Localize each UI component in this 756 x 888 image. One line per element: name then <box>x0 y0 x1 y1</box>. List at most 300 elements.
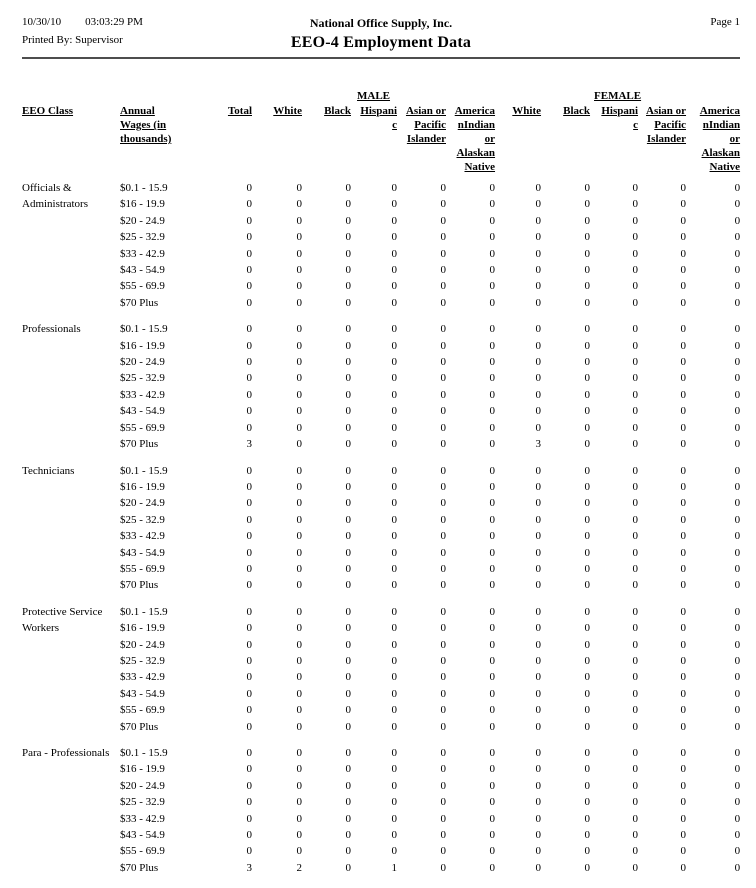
wage-band-cell: $16 - 19.9 <box>120 339 165 352</box>
value-cell: 0 <box>391 372 397 385</box>
value-cell: 0 <box>535 654 542 667</box>
wage-band-cell: $20 - 24.9 <box>120 356 165 369</box>
value-cell: 0 <box>440 513 446 526</box>
value-cell: 0 <box>734 747 741 759</box>
value-cell: 0 <box>680 687 687 700</box>
eeo-group-para-professionals <box>22 735 740 876</box>
value-cell: 0 <box>246 687 252 700</box>
value-cell: 0 <box>246 638 252 651</box>
wage-band-cell: $0.1 - 15.9 <box>120 323 168 336</box>
value-cell: 0 <box>680 720 687 733</box>
value-cell: 0 <box>632 264 639 277</box>
value-cell: 0 <box>734 247 741 260</box>
wage-band-cell: $0.1 - 15.9 <box>120 182 168 194</box>
female-group-header <box>495 89 740 104</box>
value-cell: 0 <box>440 231 446 244</box>
value-cell: 0 <box>440 622 446 635</box>
value-cell: 0 <box>680 388 687 401</box>
value-cell: 0 <box>246 720 252 733</box>
value-cell: 0 <box>535 497 542 510</box>
value-cell: 0 <box>734 829 741 842</box>
value-cell: 0 <box>535 480 542 493</box>
value-cell: 0 <box>345 264 351 277</box>
value-cell: 0 <box>680 438 687 451</box>
value-cell: 0 <box>391 579 397 592</box>
value-cell: 0 <box>440 296 446 309</box>
value-cell: 0 <box>391 812 397 825</box>
value-cell: 0 <box>489 388 496 401</box>
value-cell: 0 <box>246 497 252 510</box>
wage-band-cell: $0.1 - 15.9 <box>120 464 168 477</box>
value-cell: 0 <box>296 845 302 858</box>
value-cell: 0 <box>489 829 496 842</box>
value-cell: 0 <box>296 562 302 575</box>
value-cell: 0 <box>246 579 252 592</box>
value-cell: 0 <box>489 530 496 543</box>
value-cell: 0 <box>345 480 351 493</box>
value-cell: 0 <box>680 296 687 309</box>
wage-band-cell: $25 - 32.9 <box>120 231 165 244</box>
table-row <box>22 213 740 229</box>
table-row <box>22 453 740 479</box>
print-time: 03:03:29 PM <box>85 16 143 28</box>
value-cell: 0 <box>246 654 252 667</box>
value-cell: 0 <box>391 829 397 842</box>
value-cell: 0 <box>246 264 252 277</box>
col-header-white-female: White <box>512 105 542 117</box>
wage-band-cell: $25 - 32.9 <box>120 654 165 667</box>
value-cell: 0 <box>345 562 351 575</box>
value-cell: 0 <box>680 339 687 352</box>
value-cell: 0 <box>296 280 302 293</box>
value-cell: 0 <box>632 231 639 244</box>
value-cell: 0 <box>391 231 397 244</box>
value-cell: 0 <box>440 388 446 401</box>
value-cell: 0 <box>734 280 741 293</box>
wage-band-cell: $0.1 - 15.9 <box>120 605 168 618</box>
value-cell: 0 <box>584 763 591 776</box>
value-cell: 0 <box>489 405 496 418</box>
value-cell: 0 <box>734 546 741 559</box>
table-row <box>22 495 740 511</box>
table-row <box>22 561 740 577</box>
value-cell: 0 <box>391 562 397 575</box>
value-cell: 0 <box>584 356 591 369</box>
eeo4-table <box>22 89 740 876</box>
value-cell: 0 <box>584 464 591 477</box>
value-cell: 0 <box>391 247 397 260</box>
value-cell: 0 <box>345 796 351 809</box>
value-cell: 0 <box>345 280 351 293</box>
value-cell: 0 <box>584 296 591 309</box>
value-cell: 0 <box>632 421 639 434</box>
value-cell: 0 <box>345 845 351 858</box>
value-cell: 0 <box>734 214 741 227</box>
value-cell: 0 <box>734 339 741 352</box>
value-cell: 0 <box>246 796 252 809</box>
value-cell: 0 <box>632 622 639 635</box>
value-cell: 0 <box>680 247 687 260</box>
value-cell: 0 <box>391 388 397 401</box>
table-row <box>22 354 740 370</box>
company-name: National Office Supply, Inc. <box>309 16 453 30</box>
value-cell: 0 <box>489 687 496 700</box>
value-cell: 0 <box>345 231 351 244</box>
value-cell: 0 <box>535 747 542 759</box>
wage-band-cell: $25 - 32.9 <box>120 796 165 809</box>
value-cell: 0 <box>632 812 639 825</box>
wage-band-cell: $70 Plus <box>120 579 159 592</box>
value-cell: 0 <box>391 339 397 352</box>
value-cell: 0 <box>734 638 741 651</box>
value-cell: 0 <box>489 861 496 874</box>
value-cell: 0 <box>345 464 351 477</box>
value-cell: 0 <box>584 747 591 759</box>
eeo-group-professionals <box>22 311 740 452</box>
value-cell: 0 <box>680 231 687 244</box>
table-row <box>22 794 740 810</box>
value-cell: 0 <box>535 687 542 700</box>
wage-band-cell: $33 - 42.9 <box>120 388 165 401</box>
wage-band-cell: $20 - 24.9 <box>120 214 165 227</box>
page-number: Page 1 <box>710 16 740 28</box>
value-cell: 0 <box>584 845 591 858</box>
value-cell: 0 <box>296 198 302 211</box>
value-cell: 0 <box>391 671 397 684</box>
value-cell: 0 <box>584 622 591 635</box>
table-row <box>22 387 740 403</box>
col-header-annual-wages: Annual Wages (in thousands) <box>120 105 172 145</box>
value-cell: 0 <box>489 654 496 667</box>
value-cell: 0 <box>632 323 639 336</box>
value-cell: 0 <box>440 579 446 592</box>
value-cell: 0 <box>391 654 397 667</box>
printed-by <box>22 34 207 46</box>
value-cell: 0 <box>345 530 351 543</box>
value-cell: 0 <box>345 546 351 559</box>
value-cell: 0 <box>535 247 542 260</box>
value-cell: 0 <box>489 356 496 369</box>
value-cell: 0 <box>632 546 639 559</box>
table-row <box>22 295 740 311</box>
value-cell: 0 <box>535 812 542 825</box>
value-cell: 0 <box>535 182 542 194</box>
value-cell: 0 <box>535 372 542 385</box>
value-cell: 0 <box>489 464 496 477</box>
wage-band-cell: $25 - 32.9 <box>120 513 165 526</box>
report-title: EEO-4 Employment Data <box>290 34 472 51</box>
value-cell: 0 <box>489 438 496 451</box>
value-cell: 0 <box>345 704 351 717</box>
value-cell: 0 <box>734 845 741 858</box>
value-cell: 3 <box>246 861 252 874</box>
wage-band-cell: $33 - 42.9 <box>120 671 165 684</box>
value-cell: 0 <box>632 247 639 260</box>
value-cell: 0 <box>296 671 302 684</box>
table-row <box>22 512 740 528</box>
value-cell: 0 <box>296 747 302 759</box>
wage-band-cell: $70 Plus <box>120 296 159 309</box>
value-cell: 0 <box>734 296 741 309</box>
value-cell: 0 <box>584 687 591 700</box>
value-cell: 0 <box>632 720 639 733</box>
eeo-group-protective-service-workers <box>22 594 740 735</box>
value-cell: 0 <box>489 214 496 227</box>
value-cell: 0 <box>296 247 302 260</box>
value-cell: 0 <box>734 562 741 575</box>
value-cell: 0 <box>535 638 542 651</box>
value-cell: 0 <box>391 497 397 510</box>
wage-band-cell: $0.1 - 15.9 <box>120 747 168 759</box>
value-cell: 0 <box>734 671 741 684</box>
value-cell: 0 <box>440 796 446 809</box>
value-cell: 0 <box>680 372 687 385</box>
value-cell: 0 <box>584 704 591 717</box>
wage-band-cell: $55 - 69.9 <box>120 421 165 434</box>
value-cell: 0 <box>296 704 302 717</box>
male-group-header <box>252 89 495 104</box>
value-cell: 0 <box>296 779 302 792</box>
print-datetime <box>22 16 207 28</box>
value-cell: 0 <box>584 323 591 336</box>
value-cell: 0 <box>440 480 446 493</box>
value-cell: 0 <box>440 763 446 776</box>
value-cell: 0 <box>391 546 397 559</box>
eeo-class-cell: Protective Service Workers <box>22 605 103 635</box>
value-cell: 0 <box>296 763 302 776</box>
value-cell: 0 <box>345 747 351 759</box>
value-cell: 0 <box>345 638 351 651</box>
value-cell: 0 <box>246 182 252 194</box>
value-cell: 0 <box>246 247 252 260</box>
table-row <box>22 735 740 761</box>
value-cell: 0 <box>632 579 639 592</box>
value-cell: 0 <box>440 247 446 260</box>
value-cell: 0 <box>391 296 397 309</box>
value-cell: 0 <box>440 464 446 477</box>
value-cell: 0 <box>680 829 687 842</box>
value-cell: 0 <box>680 264 687 277</box>
value-cell: 0 <box>680 796 687 809</box>
value-cell: 0 <box>489 546 496 559</box>
value-cell: 0 <box>345 720 351 733</box>
value-cell: 0 <box>734 605 741 618</box>
eeo-class-cell: Professionals <box>22 323 81 336</box>
value-cell: 0 <box>584 779 591 792</box>
table-row <box>22 620 740 636</box>
value-cell: 0 <box>345 605 351 618</box>
value-cell: 0 <box>345 214 351 227</box>
value-cell: 0 <box>632 513 639 526</box>
value-cell: 0 <box>584 720 591 733</box>
value-cell: 0 <box>734 356 741 369</box>
value-cell: 0 <box>345 405 351 418</box>
value-cell: 0 <box>535 829 542 842</box>
value-cell: 0 <box>584 530 591 543</box>
value-cell: 0 <box>440 747 446 759</box>
value-cell: 0 <box>535 845 542 858</box>
col-header-total: Total <box>227 105 252 117</box>
value-cell: 0 <box>535 464 542 477</box>
value-cell: 0 <box>680 704 687 717</box>
table-row <box>22 479 740 495</box>
value-cell: 0 <box>391 438 397 451</box>
value-cell: 0 <box>440 421 446 434</box>
value-cell: 0 <box>584 513 591 526</box>
value-cell: 0 <box>246 812 252 825</box>
value-cell: 0 <box>680 812 687 825</box>
value-cell: 0 <box>584 654 591 667</box>
eeo-class-cell: Officials & Administrators <box>22 182 88 211</box>
value-cell: 0 <box>296 812 302 825</box>
printed-by-value: Supervisor <box>75 34 123 46</box>
value-cell: 0 <box>632 388 639 401</box>
table-row <box>22 686 740 702</box>
value-cell: 0 <box>489 763 496 776</box>
value-cell: 0 <box>535 339 542 352</box>
column-header-row <box>22 104 740 174</box>
value-cell: 0 <box>296 231 302 244</box>
value-cell: 0 <box>391 198 397 211</box>
value-cell: 0 <box>584 605 591 618</box>
value-cell: 0 <box>345 671 351 684</box>
value-cell: 0 <box>440 861 446 874</box>
table-row <box>22 229 740 245</box>
value-cell: 0 <box>246 671 252 684</box>
value-cell: 0 <box>296 438 302 451</box>
wage-band-cell: $55 - 69.9 <box>120 845 165 858</box>
col-header-eeo-class: EEO Class <box>22 105 74 117</box>
value-cell: 0 <box>584 861 591 874</box>
value-cell: 0 <box>440 323 446 336</box>
value-cell: 0 <box>296 829 302 842</box>
value-cell: 0 <box>680 464 687 477</box>
value-cell: 0 <box>584 480 591 493</box>
eeo-group-officials-administrators <box>22 174 740 311</box>
value-cell: 0 <box>535 280 542 293</box>
value-cell: 0 <box>632 480 639 493</box>
table-row <box>22 761 740 777</box>
printed-by-label: Printed By: <box>22 34 73 46</box>
value-cell: 0 <box>440 372 446 385</box>
value-cell: 0 <box>296 214 302 227</box>
header-spacer <box>22 89 252 104</box>
table-row <box>22 577 740 593</box>
value-cell: 0 <box>632 405 639 418</box>
value-cell: 0 <box>489 779 496 792</box>
value-cell: 0 <box>440 546 446 559</box>
value-cell: 0 <box>680 671 687 684</box>
value-cell: 0 <box>345 687 351 700</box>
value-cell: 0 <box>489 638 496 651</box>
header-left <box>22 16 207 46</box>
value-cell: 0 <box>734 497 741 510</box>
value-cell: 0 <box>734 182 741 194</box>
value-cell: 0 <box>680 654 687 667</box>
value-cell: 0 <box>296 638 302 651</box>
value-cell: 0 <box>345 579 351 592</box>
value-cell: 0 <box>680 421 687 434</box>
value-cell: 0 <box>296 720 302 733</box>
value-cell: 0 <box>391 605 397 618</box>
value-cell: 0 <box>246 546 252 559</box>
value-cell: 0 <box>734 405 741 418</box>
wage-band-cell: $43 - 54.9 <box>120 405 165 418</box>
value-cell: 0 <box>391 779 397 792</box>
value-cell: 0 <box>296 372 302 385</box>
value-cell: 0 <box>535 546 542 559</box>
table-row <box>22 594 740 620</box>
value-cell: 0 <box>734 763 741 776</box>
value-cell: 0 <box>246 747 252 759</box>
value-cell: 0 <box>489 622 496 635</box>
value-cell: 0 <box>584 829 591 842</box>
value-cell: 0 <box>535 605 542 618</box>
value-cell: 0 <box>632 438 639 451</box>
value-cell: 0 <box>489 513 496 526</box>
value-cell: 0 <box>680 845 687 858</box>
table-row <box>22 436 740 452</box>
value-cell: 0 <box>440 497 446 510</box>
wage-band-cell: $43 - 54.9 <box>120 264 165 277</box>
value-cell: 0 <box>489 605 496 618</box>
value-cell: 0 <box>489 480 496 493</box>
value-cell: 0 <box>246 779 252 792</box>
value-cell: 0 <box>734 372 741 385</box>
value-cell: 0 <box>680 763 687 776</box>
value-cell: 0 <box>535 405 542 418</box>
value-cell: 0 <box>680 214 687 227</box>
value-cell: 0 <box>345 779 351 792</box>
value-cell: 0 <box>489 296 496 309</box>
male-group-label: MALE <box>357 90 391 102</box>
wage-band-cell: $55 - 69.9 <box>120 704 165 717</box>
value-cell: 0 <box>345 497 351 510</box>
value-cell: 0 <box>440 638 446 651</box>
value-cell: 0 <box>440 264 446 277</box>
value-cell: 0 <box>680 861 687 874</box>
value-cell: 0 <box>345 296 351 309</box>
value-cell: 0 <box>345 829 351 842</box>
value-cell: 0 <box>535 356 542 369</box>
value-cell: 0 <box>734 480 741 493</box>
value-cell: 0 <box>391 356 397 369</box>
value-cell: 0 <box>734 579 741 592</box>
value-cell: 0 <box>246 622 252 635</box>
eeo-class-cell: Para - Professionals <box>22 747 110 759</box>
value-cell: 0 <box>489 579 496 592</box>
value-cell: 0 <box>246 296 252 309</box>
wage-band-cell: $43 - 54.9 <box>120 829 165 842</box>
value-cell: 0 <box>632 687 639 700</box>
wage-band-cell: $70 Plus <box>120 861 159 874</box>
header-center <box>207 16 555 52</box>
value-cell: 0 <box>391 530 397 543</box>
value-cell: 0 <box>584 438 591 451</box>
value-cell: 0 <box>440 704 446 717</box>
wage-band-cell: $20 - 24.9 <box>120 497 165 510</box>
value-cell: 0 <box>632 605 639 618</box>
value-cell: 0 <box>391 323 397 336</box>
col-header-american-indian-alaskan-native-male: America nIndian or Alaskan Native <box>454 105 496 173</box>
value-cell: 0 <box>440 405 446 418</box>
table-row <box>22 420 740 436</box>
value-cell: 0 <box>246 214 252 227</box>
value-cell: 0 <box>489 323 496 336</box>
col-header-hispanic-male: Hispani c <box>360 105 397 131</box>
value-cell: 0 <box>246 356 252 369</box>
value-cell: 0 <box>632 654 639 667</box>
